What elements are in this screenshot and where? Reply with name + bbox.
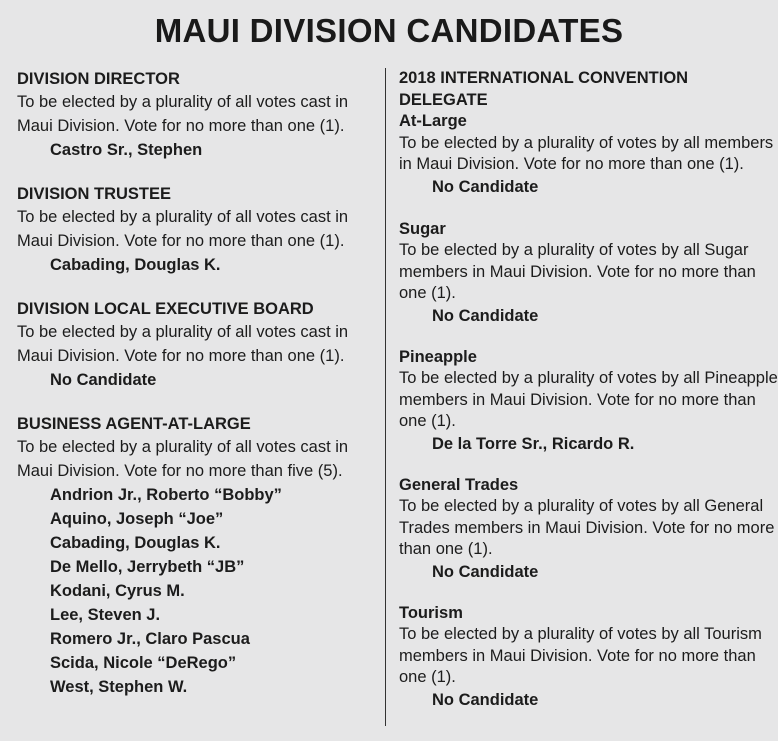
candidate-name: West, Stephen W. xyxy=(50,678,188,696)
column-divider xyxy=(385,68,386,726)
candidate-name: No Candidate xyxy=(432,306,539,325)
section-description: To be elected by a plurality of votes by all Tourism members in Maui Division. Vote for no more than one (1). xyxy=(399,625,762,686)
section-general-trades xyxy=(399,475,778,583)
section-description: To be elected by a plurality of all votes cast in Maui Division. Vote for no more than one (1). xyxy=(17,208,349,250)
candidate-name: Aquino, Joseph “Joe” xyxy=(50,510,224,528)
section-division-local-executive-board xyxy=(17,298,377,392)
candidate-name: Romero Jr., Claro Pascua xyxy=(50,630,250,648)
candidate-name: Scida, Nicole “DeRego” xyxy=(50,654,237,672)
candidate-name: No Candidate xyxy=(432,562,539,581)
candidate-name: Cabading, Douglas K. xyxy=(50,534,221,552)
candidate-name: No Candidate xyxy=(432,690,539,709)
left-column xyxy=(17,68,377,720)
candidate-name: De Mello, Jerrybeth “JB” xyxy=(50,558,245,576)
section-pineapple xyxy=(399,347,778,455)
section-heading: General Trades xyxy=(399,475,519,494)
candidate-name: Castro Sr., Stephen xyxy=(50,141,203,159)
section-heading: At-Large xyxy=(399,112,467,130)
section-description: To be elected by a plurality of votes by all Pineapple members in Maui Division. Vote for no more than one (1). xyxy=(399,369,778,430)
section-description: To be elected by a plurality of all votes cast in Maui Division. Vote for no more than five (5). xyxy=(17,438,349,480)
section-at-large xyxy=(399,68,778,198)
section-description: To be elected by a plurality of votes by all members in Maui Division. Vote for no more than one (1). xyxy=(399,133,774,173)
section-description: To be elected by a plurality of all votes cast in Maui Division. Vote for no more than one (1). xyxy=(17,93,349,135)
candidate-name: Lee, Steven J. xyxy=(50,606,161,624)
section-tourism xyxy=(399,603,778,711)
section-heading: DIVISION DIRECTOR xyxy=(17,70,180,88)
convention-delegate-heading: 2018 INTERNATIONAL CONVENTION DELEGATE xyxy=(399,69,689,109)
section-heading: Sugar xyxy=(399,219,446,238)
candidate-name: Kodani, Cyrus M. xyxy=(50,582,185,600)
candidate-name: No Candidate xyxy=(432,177,539,196)
right-column xyxy=(399,68,778,731)
section-division-director xyxy=(17,68,377,162)
candidate-name: Cabading, Douglas K. xyxy=(50,256,221,274)
section-heading: BUSINESS AGENT-AT-LARGE xyxy=(17,415,251,433)
section-heading: DIVISION TRUSTEE xyxy=(17,185,172,203)
section-description: To be elected by a plurality of all votes cast in Maui Division. Vote for no more than one (1). xyxy=(17,323,349,365)
section-description: To be elected by a plurality of votes by all General Trades members in Maui Division. Vote for no more than one (1). xyxy=(399,497,775,558)
section-division-trustee xyxy=(17,183,377,277)
section-sugar xyxy=(399,219,778,327)
candidate-name: Andrion Jr., Roberto “Bobby” xyxy=(50,486,282,504)
candidate-name: De la Torre Sr., Ricardo R. xyxy=(432,434,635,453)
candidate-name: No Candidate xyxy=(50,371,157,389)
page-title: MAUI DIVISION CANDIDATES xyxy=(154,12,624,49)
section-heading: Tourism xyxy=(399,603,463,622)
section-heading: DIVISION LOCAL EXECUTIVE BOARD xyxy=(17,300,314,318)
section-description: To be elected by a plurality of votes by all Sugar members in Maui Division. Vote for no more than one (1). xyxy=(399,241,756,302)
section-business-agent-at-large xyxy=(17,413,377,699)
section-heading: Pineapple xyxy=(399,347,477,366)
